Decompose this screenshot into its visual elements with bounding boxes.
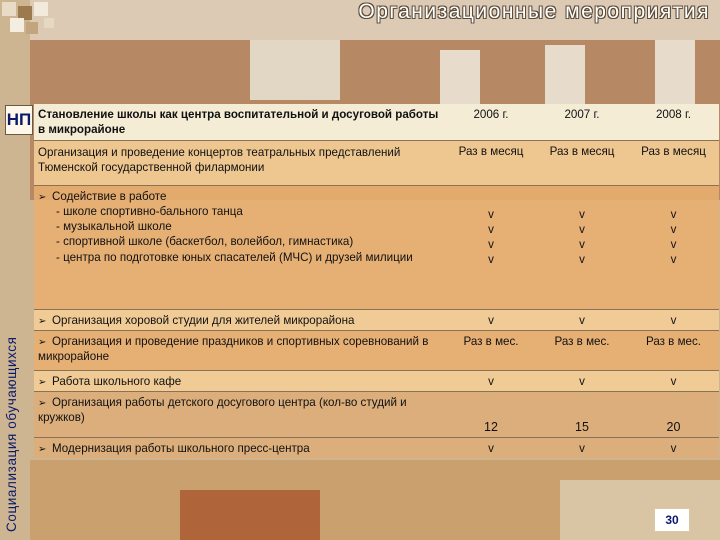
header-year-2006: 2006 г. [446, 104, 536, 140]
corner-squares-decoration [0, 0, 60, 40]
table-row [34, 370, 719, 391]
row-text: Модернизация работы школьного пресс-центра [52, 442, 310, 456]
side-label: Социализация обучающихся [4, 336, 19, 532]
sub-item: - центра по подготовке юных спасателей (МЧС) и друзей милиции [56, 250, 413, 264]
table-row [34, 438, 719, 459]
arrow-bullet-icon: ➢ [38, 191, 47, 203]
check-value: v [579, 207, 585, 221]
cell-2006: v [446, 438, 536, 459]
check-value: v [579, 238, 585, 252]
cell-2007: 15 [536, 392, 628, 438]
row-text: Работа школьного кафе [52, 374, 182, 388]
check-value: v [488, 207, 494, 221]
slide-title: Организационные мероприятия [358, 0, 710, 23]
arrow-bullet-icon: ➢ [38, 336, 47, 348]
header-year-2008: 2008 г. [628, 104, 719, 140]
table-header-row [34, 104, 719, 140]
table-row [34, 330, 719, 370]
cell-2007: v [536, 370, 628, 391]
table-row [34, 185, 719, 309]
table-row [34, 309, 719, 330]
cell-2008: v [628, 370, 719, 391]
cell-2008: 20 [628, 392, 719, 438]
arrow-bullet-icon: ➢ [38, 315, 47, 327]
events-table [34, 104, 719, 458]
check-value: v [670, 222, 677, 236]
cell-2006: Раз в мес. [446, 330, 536, 370]
table-row [34, 140, 719, 185]
sub-item: - музыкальной школе [56, 220, 172, 234]
arrow-bullet-icon: ➢ [38, 376, 47, 388]
cell-2007: Раз в месяц [536, 140, 628, 185]
check-value: v [488, 238, 494, 252]
arrow-bullet-icon: ➢ [38, 444, 47, 456]
cell-2008: v [628, 309, 719, 330]
cell-2008: v [628, 438, 719, 459]
header-year-2007: 2007 г. [536, 104, 628, 140]
cell-2007: v [536, 438, 628, 459]
row-text: Организация и проведение концертов театральных представлений Тюменской государственной филармонии [38, 145, 401, 174]
row-text: Организация работы детского досугового центра (кол-во студий и кружков) [38, 396, 407, 425]
cell-2006: v [446, 309, 536, 330]
np-badge: НП [5, 105, 33, 135]
cell-2006: v [446, 370, 536, 391]
sub-item: - спортивной школе (баскетбол, волейбол, гимнастика) [56, 235, 354, 249]
row-text: Содействие в работе [52, 189, 167, 203]
cell-2007: v [536, 309, 628, 330]
table-row [34, 392, 719, 438]
row-text: Организация хоровой студии для жителей микрорайона [52, 313, 355, 327]
check-value: v [488, 253, 494, 267]
cell-2008: Раз в месяц [628, 140, 719, 185]
page-number: 30 [654, 508, 690, 532]
row-text: Организация и проведение праздников и спортивных соревнований в микрорайоне [38, 334, 429, 364]
check-value: v [670, 253, 677, 267]
cell-2007: Раз в мес. [536, 330, 628, 370]
arrow-bullet-icon: ➢ [38, 398, 47, 410]
cell-2006: Раз в месяц [446, 140, 536, 185]
header-label: Становление школы как центра воспитательной и досуговой работы в микрорайоне [34, 104, 446, 140]
check-value: v [579, 253, 585, 267]
check-value: v [670, 238, 677, 252]
cell-2006: 12 [446, 392, 536, 438]
check-value: v [488, 222, 494, 236]
sub-item: - школе спортивно-бального танца [56, 204, 243, 218]
cell-2008: Раз в мес. [628, 330, 719, 370]
check-value: v [670, 207, 677, 221]
check-value: v [579, 222, 585, 236]
